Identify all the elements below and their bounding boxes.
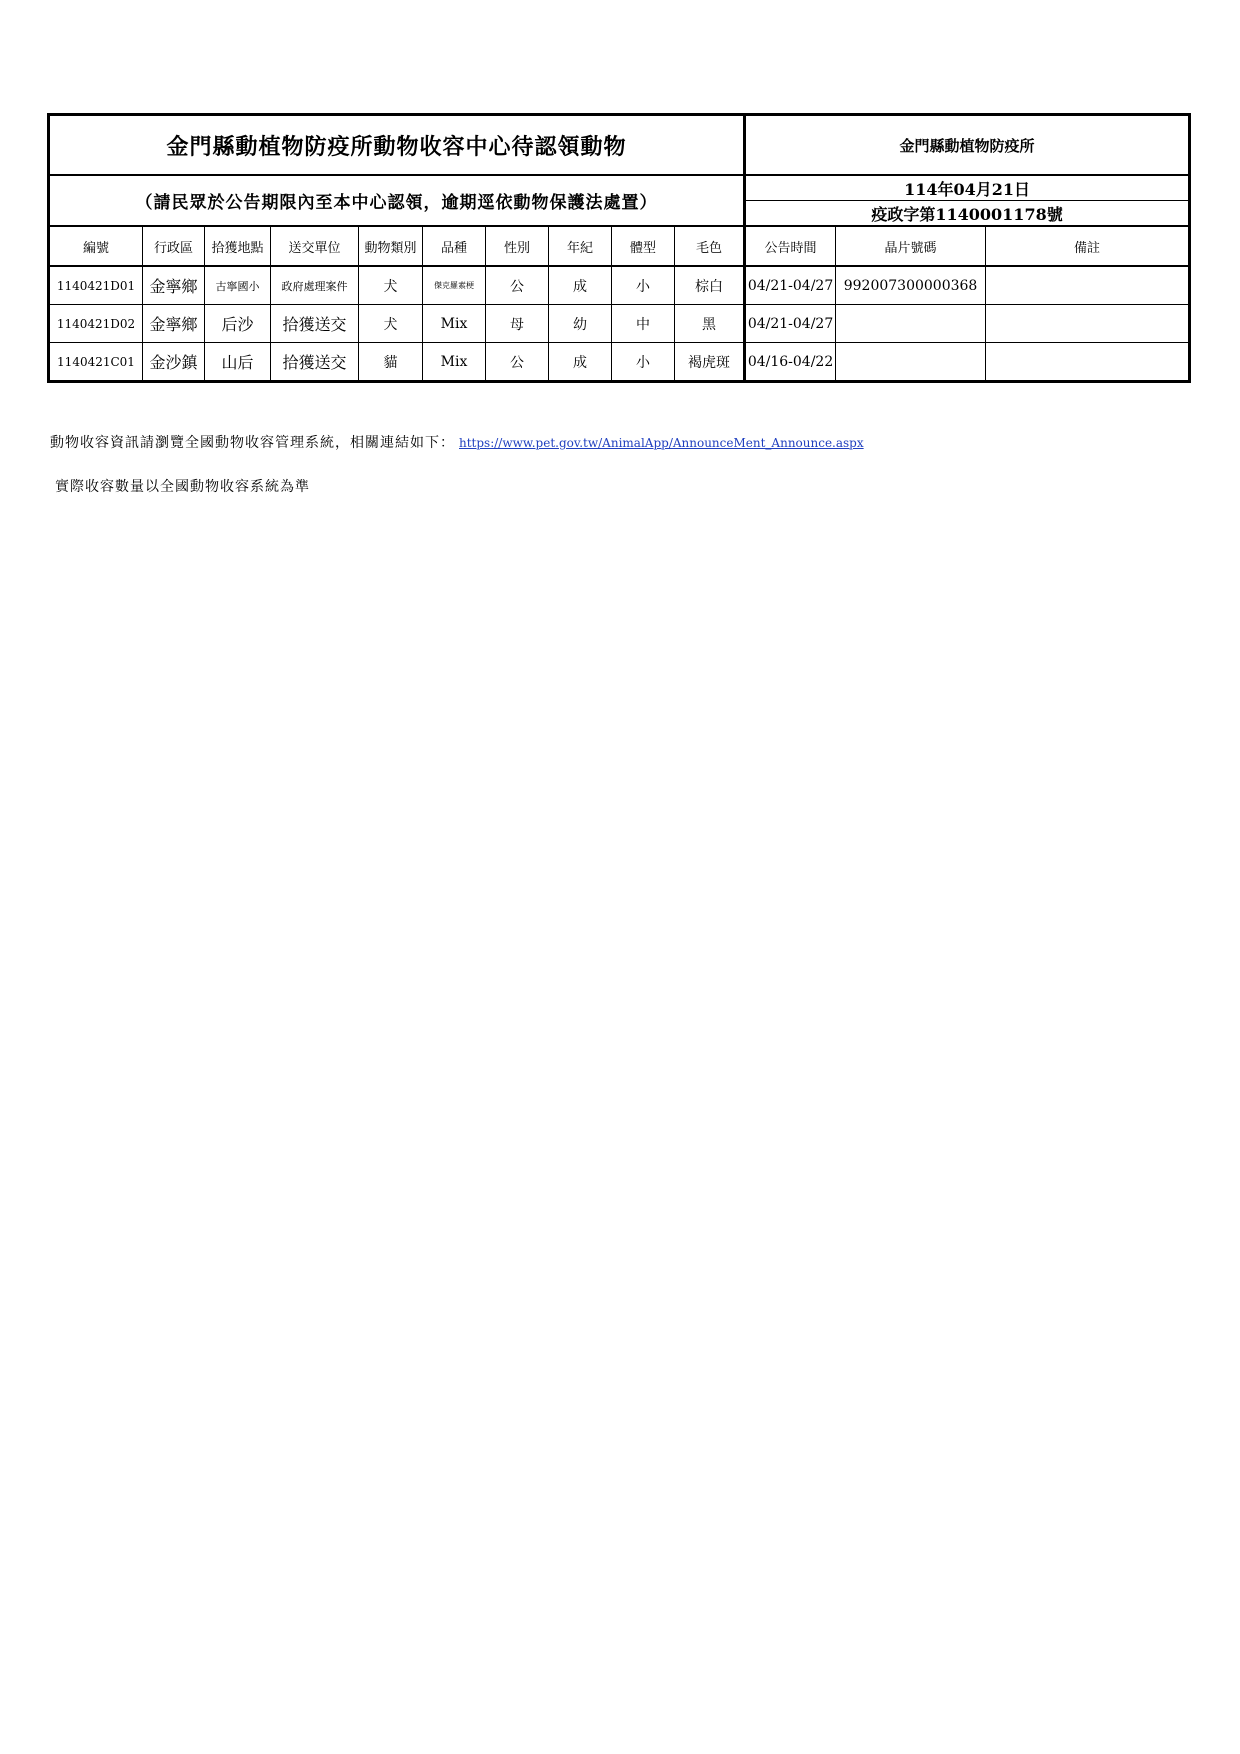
document-number: 疫政字第1140001178號 (745, 201, 1190, 227)
info-line (50, 432, 864, 452)
cell-id: 1140421D02 (49, 305, 143, 343)
cell-breed: Mix (423, 305, 486, 343)
cell-id: 1140421D01 (49, 266, 143, 305)
adoption-notice-table (47, 113, 1191, 383)
cell-unit: 政府處理案件 (271, 266, 359, 305)
note-line: 實際收容數量以全國動物收容系統為準 (55, 479, 310, 495)
notice-date: 114年04月21日 (745, 175, 1190, 201)
cell-breed: 傑克羅素梗 (423, 266, 486, 305)
page-title: 金門縣動植物防疫所動物收容中心待認領動物 (49, 115, 745, 176)
cell-period: 04/21-04/27 (745, 305, 836, 343)
column-header: 晶片號碼 (836, 226, 986, 266)
table-row (49, 305, 1190, 343)
cell-color: 棕白 (675, 266, 745, 305)
cell-age: 幼 (549, 305, 612, 343)
cell-location: 后沙 (205, 305, 271, 343)
cell-category: 犬 (359, 266, 423, 305)
agency-name: 金門縣動植物防疫所 (745, 115, 1190, 176)
column-header: 品種 (423, 226, 486, 266)
column-header: 送交單位 (271, 226, 359, 266)
table-row (49, 343, 1190, 382)
column-header: 編號 (49, 226, 143, 266)
cell-age: 成 (549, 343, 612, 382)
table-header-row (49, 226, 1190, 266)
notice-text: （請民眾於公告期限內至本中心認領，逾期逕依動物保護法處置） (49, 175, 745, 226)
cell-chip: 992007300000368 (836, 266, 986, 305)
table-row (49, 266, 1190, 305)
cell-period: 04/16-04/22 (745, 343, 836, 382)
column-header: 動物類別 (359, 226, 423, 266)
cell-district: 金寧鄉 (143, 305, 205, 343)
column-header: 公告時間 (745, 226, 836, 266)
cell-remark (986, 343, 1190, 382)
cell-sex: 公 (486, 343, 549, 382)
cell-unit: 拾獲送交 (271, 343, 359, 382)
column-header: 體型 (612, 226, 675, 266)
cell-chip (836, 343, 986, 382)
cell-size: 小 (612, 266, 675, 305)
cell-size: 小 (612, 343, 675, 382)
cell-remark (986, 305, 1190, 343)
column-header: 行政區 (143, 226, 205, 266)
cell-district: 金寧鄉 (143, 266, 205, 305)
info-text: 動物收容資訊請瀏覽全國動物收容管理系統，相關連結如下： (50, 435, 455, 451)
pet-system-link[interactable]: https://www.pet.gov.tw/AnimalApp/AnnounceMent_Announce.aspx (459, 436, 864, 450)
column-header: 毛色 (675, 226, 745, 266)
cell-category: 貓 (359, 343, 423, 382)
cell-district: 金沙鎮 (143, 343, 205, 382)
column-header: 備註 (986, 226, 1190, 266)
column-header: 年紀 (549, 226, 612, 266)
cell-size: 中 (612, 305, 675, 343)
column-header: 拾獲地點 (205, 226, 271, 266)
cell-sex: 母 (486, 305, 549, 343)
cell-location: 山后 (205, 343, 271, 382)
column-header: 性別 (486, 226, 549, 266)
cell-unit: 拾獲送交 (271, 305, 359, 343)
cell-chip (836, 305, 986, 343)
cell-location: 古寧國小 (205, 266, 271, 305)
cell-breed: Mix (423, 343, 486, 382)
cell-period: 04/21-04/27 (745, 266, 836, 305)
cell-color: 褐虎斑 (675, 343, 745, 382)
cell-color: 黑 (675, 305, 745, 343)
cell-category: 犬 (359, 305, 423, 343)
cell-sex: 公 (486, 266, 549, 305)
cell-age: 成 (549, 266, 612, 305)
cell-remark (986, 266, 1190, 305)
cell-id: 1140421C01 (49, 343, 143, 382)
